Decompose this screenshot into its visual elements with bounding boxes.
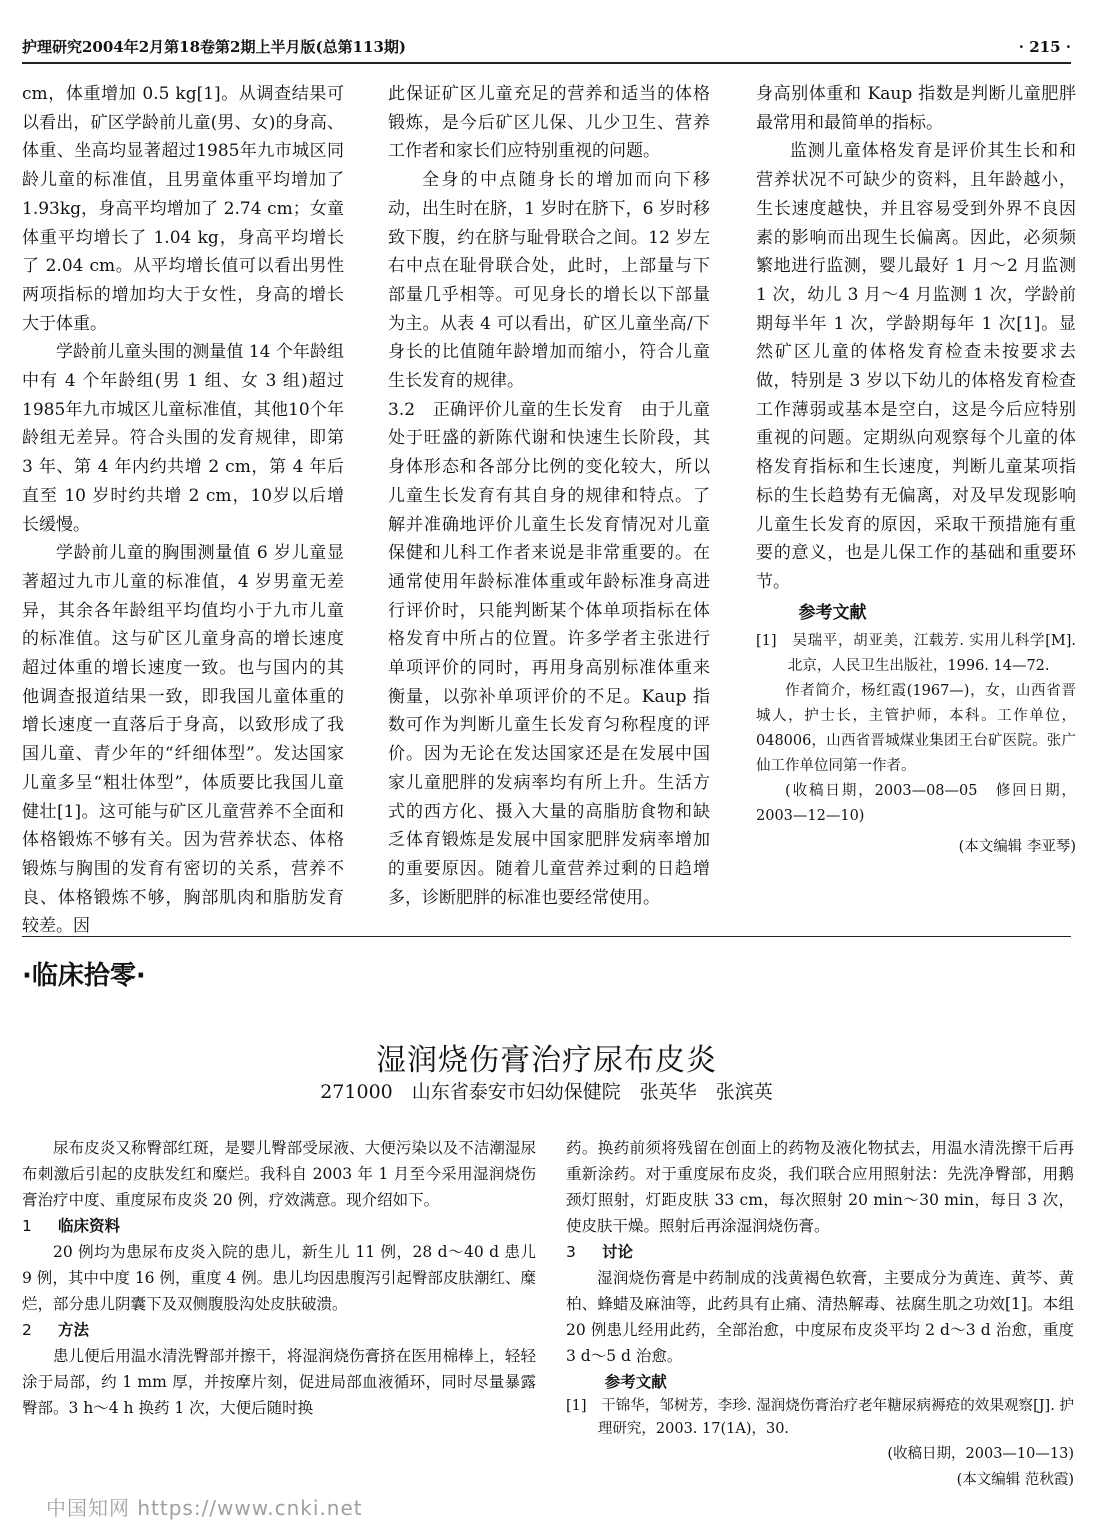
paragraph: 身高别体重和 Kaup 指数是判断儿童肥胖最常用和最简单的指标。 bbox=[756, 84, 1076, 133]
article2-column-2 bbox=[566, 1135, 1074, 1505]
article1-column-1 bbox=[22, 80, 344, 940]
page-number: · 215 · bbox=[1018, 38, 1071, 56]
section-divider bbox=[22, 936, 1071, 937]
paragraph: 学龄前儿童的胸围测量值 6 岁儿童显著超过九市儿童的标准值，4 岁男童无差异，其余各年龄组平均值均小于九市儿童的标准值。这与矿区儿童身高的增长速度超过体重的增长速度一致。也与国内的其他调查报道结果一致，即我国儿童体重的增长速度一直落后于身高，以致形成了我国儿童、青少年的“纤细体型”。发达国家儿童多呈“粗壮体型”，体质要比我国儿童健壮[1]。这可能与矿区儿童营养不全面和体格锻炼不够有关。因为营养状态、体格锻炼与胸围的发育有密切的关系，营养不良、体格锻炼不够，胸部肌肉和脂肪发育较差。因 bbox=[22, 543, 344, 937]
received-dates: (收稿日期，2003—08—05 修回日期，2003—12—10) bbox=[756, 783, 1076, 825]
section-heading-3 bbox=[566, 1239, 1074, 1265]
section-title: 临床资料 bbox=[58, 1217, 121, 1235]
section-number: 3 bbox=[566, 1243, 576, 1261]
journal-running-head: 护理研究2004年2月第18卷第2期上半月版(总第113期) bbox=[22, 38, 407, 56]
section-number: 2 bbox=[22, 1321, 32, 1339]
article1-column-2 bbox=[388, 80, 710, 940]
author-bio: 作者简介，杨红霞(1967—)，女，山西省晋城人，护士长，主管护师，本科。工作单位，048006，山西省晋城煤业集团王台矿医院。张广仙工作单位同第一作者。 bbox=[756, 683, 1076, 775]
cnki-watermark: 中国知网 https://www.cnki.net bbox=[46, 1496, 363, 1520]
paragraph: cm，体重增加 0.5 kg[1]。从调查结果可以看出，矿区学龄前儿童(男、女)的身高、体重、坐高均显著超过1985年九市城区同龄儿童的标准值，且男童体重平均增加了 1.93kg，身高平均增加了 2.74 cm；女童体重平均增长了 1.04 kg，身高平均增长了 2.04 cm。从平均增长值可以看出男性两项指标的增加均大于女性，身高的增长大于体重。 bbox=[22, 84, 344, 334]
editor-note: (本文编辑 范秋霞) bbox=[956, 1472, 1074, 1488]
article2-title: 湿润烧伤膏治疗尿布皮炎 bbox=[376, 1043, 717, 1078]
section-title: 方法 bbox=[58, 1321, 90, 1339]
paragraph: 学龄前儿童头围的测量值 14 个年龄组中有 4 个年龄组(男 1 组、女 3 组)超过1985年九市城区儿童标准值，其他10个年龄组无差异。符合头围的发育规律，即第 3 年、第 4 年内约共增 2 cm，第 4 年后直至 10 岁时约共增 2 cm，10岁以后增长缓慢。 bbox=[22, 342, 344, 535]
section-tag: ·临床拾零· bbox=[22, 961, 146, 991]
editor-note: (本文编辑 李亚琴) bbox=[958, 839, 1076, 856]
reference-item: [1] 吴瑞平，胡亚美，江载芳. 实用儿科学[M]. 北京，人民卫生出版社，1996. 14—72. bbox=[756, 633, 1076, 675]
section-heading-2 bbox=[22, 1317, 536, 1343]
page-header bbox=[22, 32, 1071, 64]
section-heading-1 bbox=[22, 1213, 536, 1239]
intro-paragraph: 尿布皮炎又称臀部红斑，是婴儿臀部受尿液、大便污染以及不洁潮湿尿布刺激后引起的皮肤发红和糜烂。我科自 2003 年 1 月至今采用湿润烧伤膏治疗中度、重度尿布皮炎 20 例，疗效满意。现介绍如下。 bbox=[22, 1139, 536, 1209]
paragraph: 患儿便后用温水清洗臀部并擦干，将湿润烧伤膏挤在医用棉棒上，轻轻涂于局部，约 1 mm 厚，并按摩片刻，促进局部血液循环，同时尽量暴露臀部。3 h～4 h 换药 1 次，大便后随时换 bbox=[22, 1347, 536, 1417]
received-dates: (收稿日期，2003—10—13) bbox=[887, 1446, 1074, 1462]
reference-item: [1] 干锦华，邹树芳，李珍. 湿润烧伤膏治疗老年糖尿病褥疮的效果观察[J]. 护理研究，2003. 17(1A)，30. bbox=[566, 1398, 1074, 1437]
section-title: 讨论 bbox=[602, 1243, 634, 1261]
paragraph: 湿润烧伤膏是中药制成的浅黄褐色软膏，主要成分为黄连、黄芩、黄柏、蜂蜡及麻油等，此药具有止痛、清热解毒、祛腐生肌之功效[1]。本组 20 例患儿经用此药，全部治愈，中度尿布皮炎平均 2 d～3 d 治愈，重度 3 d～5 d 治愈。 bbox=[566, 1269, 1074, 1365]
article2-byline: 271000 山东省泰安市妇幼保健院 张英华 张滨英 bbox=[320, 1081, 773, 1103]
paragraph: 20 例均为患尿布皮炎入院的患儿，新生儿 11 例，28 d～40 d 患儿 9 例，其中中度 16 例，重度 4 例。患儿均因患腹泻引起臀部皮肤潮红、糜烂，部分患儿阴囊下及双侧腹股沟处皮肤破溃。 bbox=[22, 1243, 536, 1313]
references-heading: 参考文献 bbox=[798, 602, 867, 623]
paragraph: 全身的中点随身长的增加而向下移动，出生时在脐，1 岁时在脐下，6 岁时移致下腹，约在脐与耻骨联合之间。12 岁左右中点在耻骨联合处，此时，上部量与下部量几乎相等。可见身长的增长以下部量为主。从表 4 可以看出，矿区儿童坐高/下身长的比值随年龄增加而缩小，符合儿童生长发育的规律。 bbox=[388, 170, 710, 392]
paragraph: 此保证矿区儿童充足的营养和适当的体格锻炼，是今后矿区儿保、儿少卫生、营养工作者和家长们应特别重视的问题。 bbox=[388, 84, 710, 162]
references-heading: 参考文献 bbox=[604, 1372, 667, 1391]
section-number: 1 bbox=[22, 1217, 32, 1235]
article1-column-3 bbox=[756, 80, 1076, 940]
article2-column-1 bbox=[22, 1135, 536, 1505]
paragraph: 监测儿童体格发育是评价其生长和和营养状况不可缺少的资料，且年龄越小，生长速度越快，并且容易受到外界不良因素的影响而出现生长偏离。因此，必须频繁地进行监测，婴儿最好 1 月～2 月监测 1 次，幼儿 3 月～4 月监测 1 次，学龄前期每半年 1 次，学龄期每年 1 次[1]。显然矿区儿童的体格发育检查未按要求去做，特别是 3 岁以下幼儿的体格发育检查工作薄弱或基本是空白，这是今后应特别重视的问题。定期纵向观察每个儿童的体格发育指标和生长速度，判断儿童某项指标的生长趋势有无偏离，对及早发现影响儿童生长发育的原因，采取干预措施有重要的意义，也是儿保工作的基础和重要环节。 bbox=[756, 141, 1076, 592]
section-3-2-paragraph: 3.2 正确评价儿童的生长发育 由于儿童处于旺盛的新陈代谢和快速生长阶段，其身体形态和各部分比例的变化较大，所以儿童生长发育有其自身的规律和特点。了解并准确地评价儿童生长发育情况对儿童保健和儿科工作者来说是非常重要的。在通常使用年龄标准体重或年龄标准身高进行评价时，只能判断某个体单项指标在体格发育中所占的位置。许多学者主张进行单项评价的同时，再用身高别标准体重来衡量，以弥补单项评价的不足。Kaup 指数可作为判断儿童生长发育匀称程度的评价。因为无论在发达国家还是在发展中国家儿童肥胖的发病率均有所上升。生活方式的西方化、摄入大量的高脂肪食物和缺乏体育锻炼是发展中国家肥胖发病率增加的重要原因。随着儿童营养过剩的日趋增多，诊断肥胖的标准也要经常使用。 bbox=[388, 399, 710, 908]
paragraph: 药。换药前须将残留在创面上的药物及液化物拭去，用温水清洗擦干后再重新涂药。对于重度尿布皮炎，我们联合应用照射法：先洗净臀部，用鹅颈灯照射，灯距皮肤 33 cm，每次照射 20 min～30 min，每日 3 次，使皮肤干燥。照射后再涂湿润烧伤膏。 bbox=[566, 1139, 1074, 1235]
